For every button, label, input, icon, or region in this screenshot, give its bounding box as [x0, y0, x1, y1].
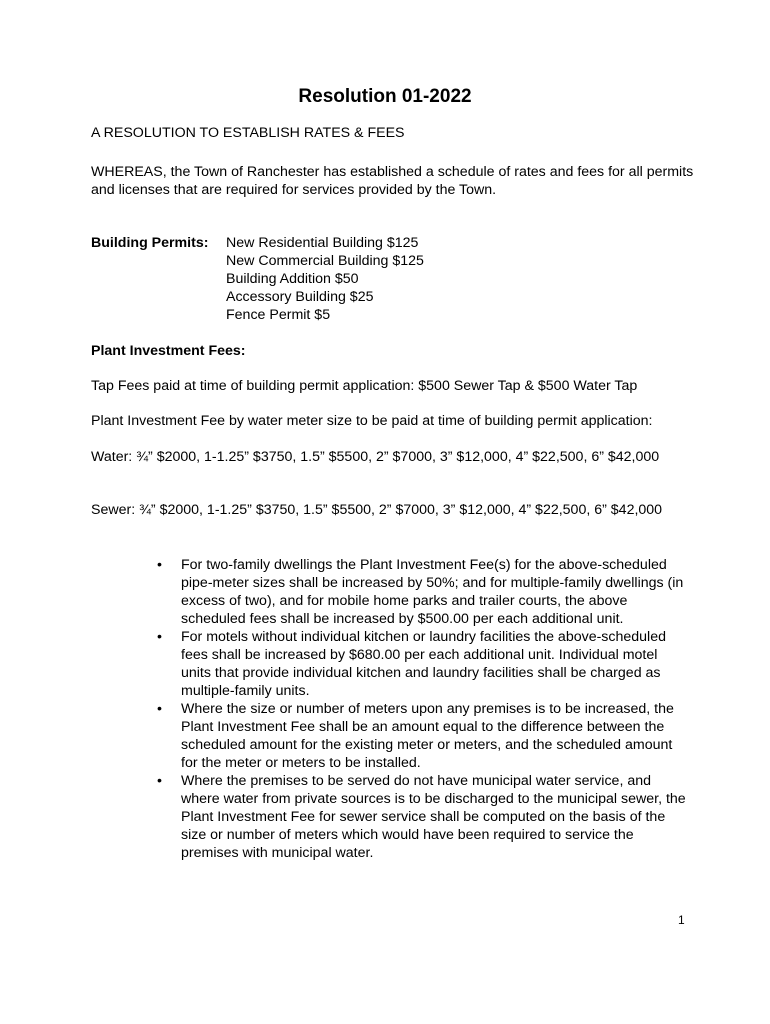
bullet-item — [157, 772, 687, 862]
bullet-item — [157, 556, 687, 628]
bullet-text: For two-family dwellings the Plant Investment Fee(s) for the above-scheduled pipe-meter sizes shall be increased by 50%; and for multiple-family dwellings (in excess of two), and for mobile home parks and trailer courts, the above scheduled fees shall be increased by $500.00 per each additional unit. — [181, 557, 684, 627]
bullet-glyph: • — [157, 629, 162, 645]
bullet-text: For motels without individual kitchen or laundry facilities the above-scheduled fees shall be increased by $680.00 per each additional unit. Individual motel units that provide individual kitchen and laundry facilities shall be charged as multiple-family units. — [181, 629, 666, 699]
building-permits-list — [226, 234, 424, 324]
bullet-text: Where the size or number of meters upon any premises is to be increased, the Plant Investment Fee shall be an amount equal to the difference between the scheduled amount for the existing meter or meters, and the scheduled amount for the meter or meters to be installed. — [181, 701, 674, 771]
resolution-subtitle: A RESOLUTION TO ESTABLISH RATES & FEES — [91, 125, 405, 141]
building-permit-item: New Residential Building $125 — [226, 235, 419, 251]
building-permits-label: Building Permits: — [91, 235, 209, 251]
tap-fees-paragraph: Tap Fees paid at time of building permit application: $500 Sewer Tap & $500 Water Tap — [91, 378, 638, 394]
whereas-paragraph: WHEREAS, the Town of Ranchester has established a schedule of rates and fees for all permits and licenses that are required for services provided by the Town. — [91, 164, 694, 198]
bullet-item — [157, 700, 687, 772]
document-title: Resolution 01-2022 — [298, 86, 472, 107]
building-permit-item: Fence Permit $5 — [226, 307, 331, 323]
bullet-glyph: • — [157, 773, 162, 789]
building-permit-item: New Commercial Building $125 — [226, 253, 424, 269]
page-number: 1 — [678, 913, 685, 927]
sewer-fees-paragraph: Sewer: ¾” $2000, 1-1.25” $3750, 1.5” $5500, 2” $7000, 3” $12,000, 4” $22,500, 6” $42,000 — [91, 502, 663, 518]
bullet-item — [157, 628, 687, 700]
bullet-glyph: • — [157, 557, 162, 573]
bullet-text: Where the premises to be served do not have municipal water service, and where water from private sources is to be discharged to the municipal sewer, the Plant Investment Fee for sewer service shall be computed on the basis of the size or number of meters which would have been required to service the premises with municipal water. — [181, 773, 686, 861]
building-permit-item: Accessory Building $25 — [226, 289, 374, 305]
bullet-glyph: • — [157, 701, 162, 717]
plant-investment-heading: Plant Investment Fees: — [91, 343, 246, 359]
plant-investment-bullet-list — [157, 556, 687, 862]
meter-size-paragraph: Plant Investment Fee by water meter size to be paid at time of building permit application: — [91, 413, 653, 429]
water-fees-paragraph: Water: ¾” $2000, 1-1.25” $3750, 1.5” $5500, 2” $7000, 3” $12,000, 4” $22,500, 6” $42,000 — [91, 449, 660, 465]
building-permit-item: Building Addition $50 — [226, 271, 359, 287]
